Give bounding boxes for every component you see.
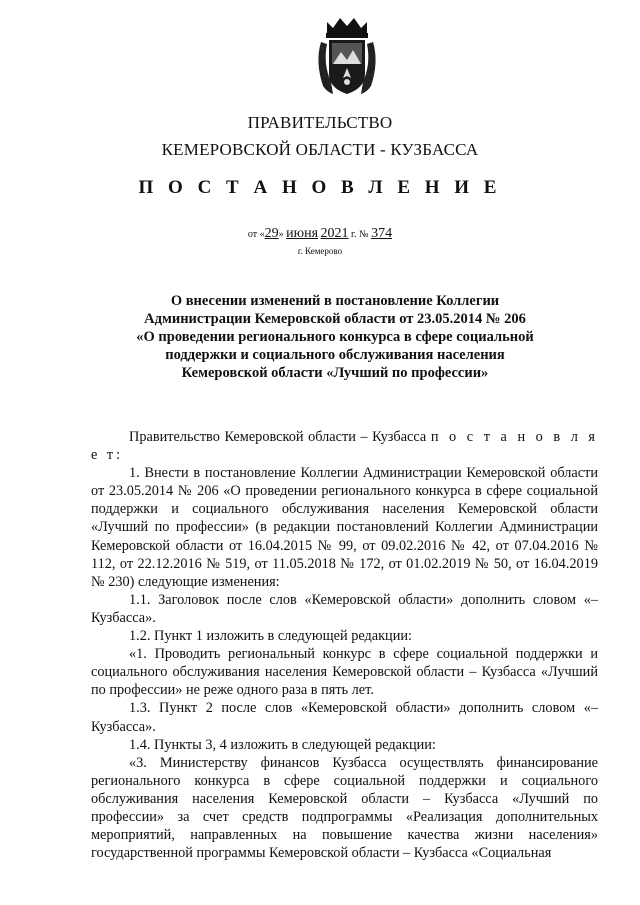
document-type-heading: П О С Т А Н О В Л Е Н И Е: [138, 177, 502, 198]
decree-number-prefix: №: [359, 229, 369, 240]
paragraph-1-2: 1.2. Пункт 1 изложить в следующей редакции:: [129, 628, 412, 645]
date-quote-close: »: [278, 229, 284, 240]
date-prefix: от «: [247, 229, 265, 240]
government-name-line-1: ПРАВИТЕЛЬСТВО: [247, 113, 393, 132]
paragraph-quote-3: «3. Министерству финансов Кузбасса осуществлять финансирование регионального конкурса в сфере социальной поддержки и социального обслуживания населения Кемеровской области – Кузбасса «Лучший по профессии» за счет средств подпрограммы «Реализация дополнительных мероприятий, направленных на повышение качества жизни населения» государственной программы Кемеровской области – Кузбасса «Социальная: [91, 754, 598, 862]
decree-number: 374: [371, 226, 393, 241]
paragraph-1-3: 1.3. Пункт 2 после слов «Кемеровской области» дополнить словом «– Кузбасса».: [91, 700, 598, 735]
decree-body: [91, 428, 598, 862]
intro-paragraph: [91, 428, 598, 464]
date-year-suffix: г.: [351, 229, 357, 240]
government-name-line-2: КЕМЕРОВСКОЙ ОБЛАСТИ - КУЗБАССА: [161, 140, 479, 159]
paragraph-1-1: 1.1. Заголовок после слов «Кемеровской области» дополнить словом «– Кузбасса».: [91, 591, 598, 626]
date-day: 29: [264, 226, 279, 241]
paragraph-1-4: 1.4. Пункты 3, 4 изложить в следующей редакции:: [129, 736, 436, 753]
date-year: 2021: [320, 226, 349, 241]
date-month: июня: [286, 226, 319, 241]
intro-verb: п о с т а н о в л я е т:: [91, 429, 598, 464]
paragraph-quote-1: «1. Проводить региональный конкурс в сфере социальной поддержки и социального обслуживания населения Кемеровской области – Кузбасса «Лучший по профессии» не реже одного раза в пять лет.: [91, 646, 598, 699]
decree-title: О внесении изменений в постановление Коллегии Администрации Кемеровской области от 23.05.2014 № 206 «О проведении регионального конкурса в сфере социальной поддержки и социального обслуживания населения Кемеровской области «Лучший по профессии»: [136, 293, 534, 381]
decree-dateline: [0, 226, 640, 242]
coat-of-arms-emblem: [313, 12, 381, 98]
intro-subject: Правительство Кемеровской области – Кузбасса: [129, 429, 427, 445]
city-label: г. Кемерово: [297, 246, 343, 256]
paragraph-1: 1. Внести в постановление Коллегии Администрации Кемеровской области от 23.05.2014 № 206 «О проведении регионального конкурса в сфере социальной поддержки и социального обслуживания населения Кемеровской области «Лучший по профессии» (в редакции постановлений Коллегии Администрации Кемеровской области от 16.04.2015 № 99, от 09.02.2016 № 42, от 07.04.2016 № 112, от 22.12.2016 № 519, от 11.05.2018 № 172, от 01.02.2019 № 50, от 16.04.2019 № 230) следующие изменения:: [91, 465, 598, 590]
